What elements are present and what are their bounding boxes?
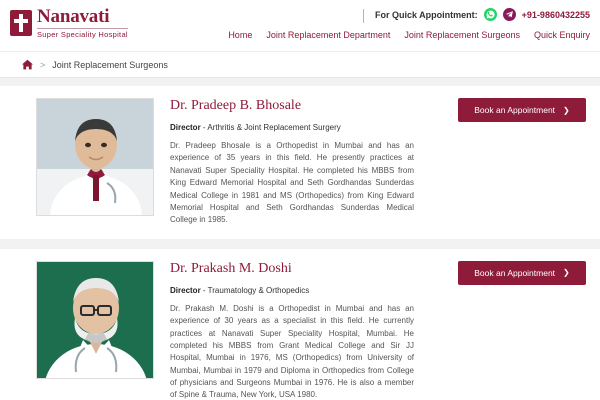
book-appointment-label: Book an Appointment xyxy=(474,267,556,278)
doctor-role-prefix: Director xyxy=(170,285,201,295)
doctor-photo xyxy=(36,261,154,379)
logo-text xyxy=(37,7,128,39)
doctor-specialty: - Traumatology & Orthopedics xyxy=(202,285,310,295)
doctor-card xyxy=(0,86,600,239)
logo-subtitle: Super Speciality Hospital xyxy=(37,30,128,39)
telegram-icon[interactable] xyxy=(503,8,516,21)
quick-appointment-label: For Quick Appointment: xyxy=(375,9,478,20)
nav-item-home[interactable]: Home xyxy=(228,30,253,40)
book-appointment-label: Book an Appointment xyxy=(474,105,556,115)
doctor-name: Dr. Prakash M. Doshi xyxy=(170,260,292,276)
breadcrumb xyxy=(0,52,600,78)
site-logo[interactable] xyxy=(10,7,128,39)
doctor-role xyxy=(170,286,414,295)
doctor-info xyxy=(154,98,424,227)
doctor-card xyxy=(0,249,600,400)
hospital-cross-icon xyxy=(10,10,32,36)
logo-title: Nanavati xyxy=(37,6,110,27)
doctor-bio: Dr. Prakash M. Doshi is a Orthopedist in Mumbai and has an experience of 30 years as a specialist in this field. He currently practices at Nanavati Super Speciality Hospital, Mumbai. He completed his MBBS from Grant Medical College and Sir JJ Hospital, Mumbai in 1976, MS (Orthopedics) from University of Mumbai, Mumbai in 1979 and Diploma in Orthopedics from College of physicians and Surgeons Mumbai in 1976. He is also a member of Spine & Trauma, New York, USA 1980. xyxy=(170,303,414,400)
nav-item-joint-replacement-surgeons[interactable]: Joint Replacement Surgeons xyxy=(404,30,520,40)
site-header xyxy=(0,0,600,52)
phone-number[interactable]: +91-9860432255 xyxy=(521,9,590,20)
doctor-role-prefix: Director xyxy=(170,123,201,132)
doctor-specialty: - Arthritis & Joint Replacement Surgery xyxy=(202,123,341,132)
main-nav xyxy=(228,30,590,40)
doctor-list xyxy=(0,78,600,400)
quick-appointment-bar xyxy=(375,8,590,21)
whatsapp-icon[interactable] xyxy=(484,8,497,21)
doctor-info xyxy=(154,261,424,400)
home-icon[interactable] xyxy=(22,59,33,70)
book-appointment-button[interactable] xyxy=(458,98,586,122)
doctor-bio: Dr. Pradeep Bhosale is a Orthopedist in Mumbai and has an experience of 35 years in this field. He presently practices at Nanavati Super Speciality Hospital. He completed his MBBS from King Edward Memorial Hospital and Seth Gordhandas Sunderdas Medical College in 1981 and MS (Orthopedics) from King Edward Memorial Hospital and Seth Gordhandas Sunderdas Medical College in 1985. xyxy=(170,141,414,225)
breadcrumb-current: Joint Replacement Surgeons xyxy=(52,59,168,70)
nav-item-quick-enquiry[interactable]: Quick Enquiry xyxy=(533,30,590,40)
chevron-right-icon: ❯ xyxy=(563,105,570,115)
nav-item-joint-replacement-department[interactable]: Joint Replacement Department xyxy=(266,30,391,40)
breadcrumb-separator: > xyxy=(40,59,46,70)
doctor-role xyxy=(170,123,414,132)
doctor-name: Dr. Pradeep B. Bhosale xyxy=(170,98,302,113)
doctor-photo xyxy=(36,98,154,216)
chevron-right-icon: ❯ xyxy=(563,268,570,278)
book-appointment-button[interactable] xyxy=(458,261,586,285)
vertical-divider xyxy=(363,9,364,23)
